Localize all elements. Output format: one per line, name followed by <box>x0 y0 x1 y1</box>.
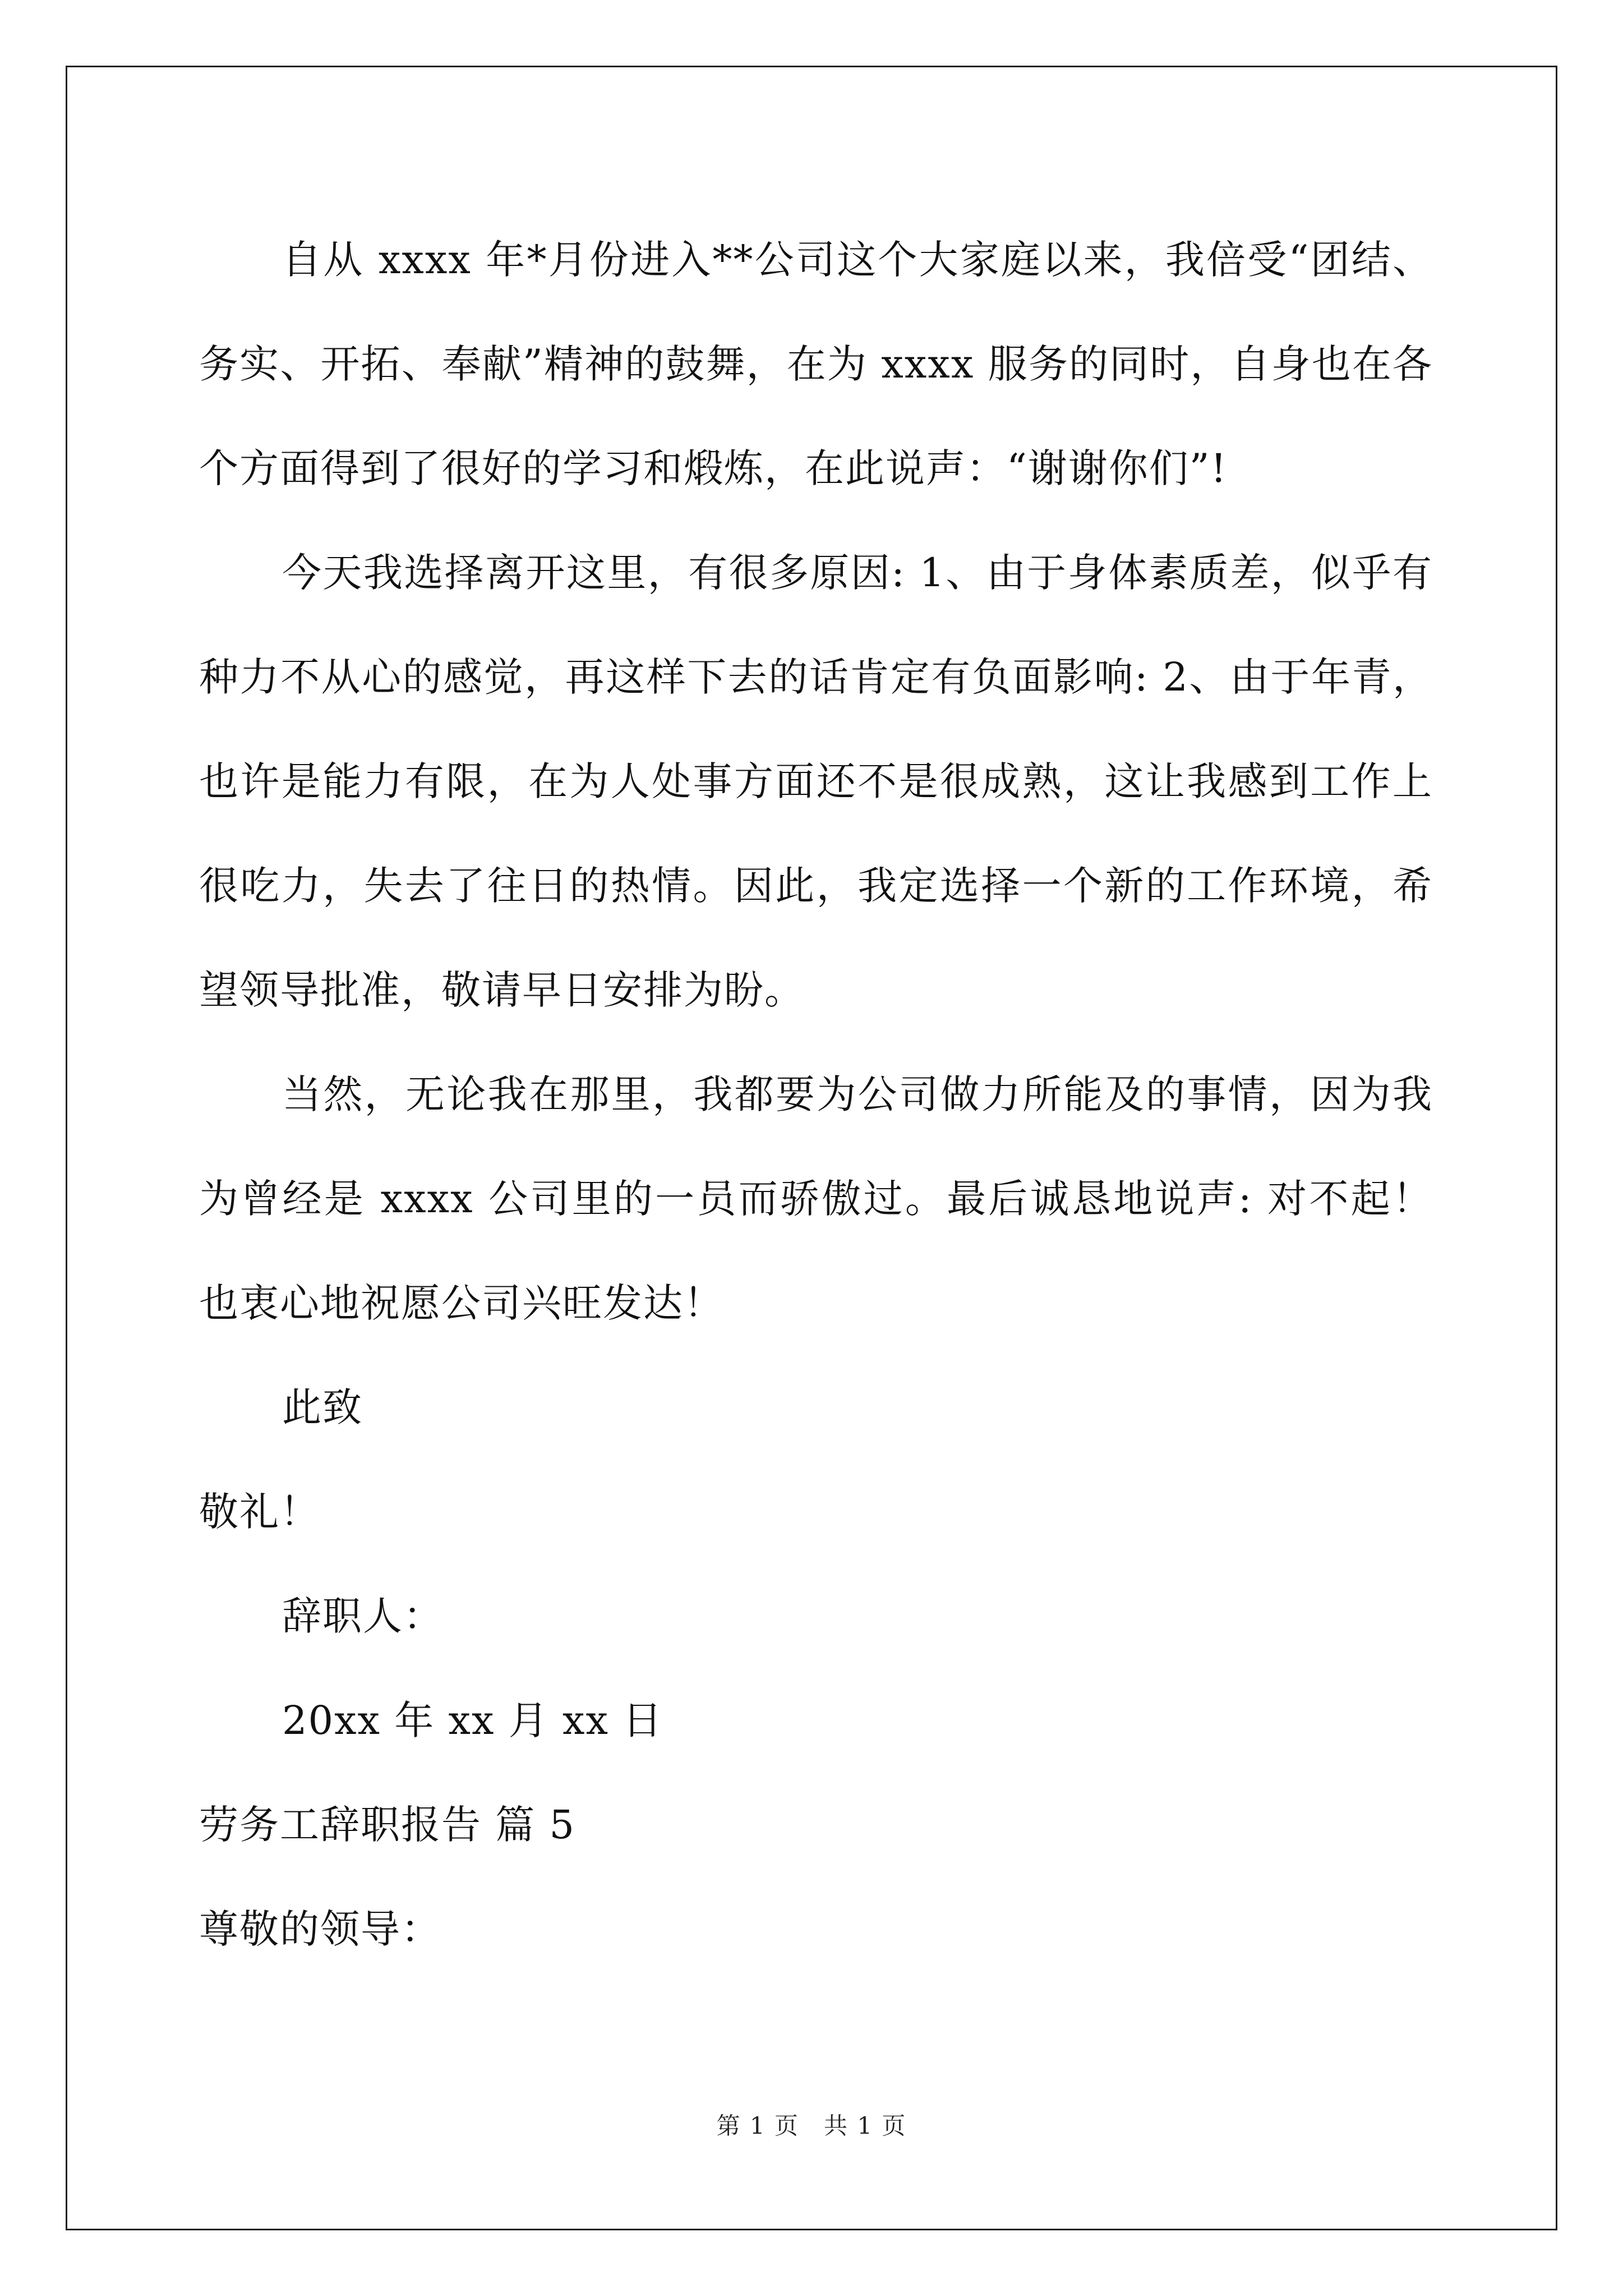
paragraph-closing-wishes: 当然，无论我在那里，我都要为公司做力所能及的事情，因为我为曾经是 xxxx 公司里的一员而骄傲过。最后诚恳地说声: 对不起！也衷心地祝愿公司兴旺发达！ <box>199 1071 1433 1326</box>
salutation-cizhi: 此致 <box>282 1384 363 1430</box>
section-heading: 劳务工辞职报告 篇 5 <box>199 1802 576 1848</box>
signature-resigner: 辞职人： <box>282 1593 444 1639</box>
letter-greeting: 尊敬的领导： <box>199 1906 441 1952</box>
paragraph-reasons: 今天我选择离开这里，有很多原因: 1、由于身体素质差，似乎有种力不从心的感觉，再这样下去的话肯定有负面影响: 2、由于年青，也许是能力有限，在为人处事方面还不是很成熟，这让我感到工作上很吃力，失去了往日的热情。因此，我定选择一个新的工作环境，希望领导批准，敬请早日安排为盼。 <box>199 550 1433 1013</box>
page-number-footer: 第 1 页 共 1 页 <box>716 2112 907 2139</box>
paragraph-gratitude: 自从 xxxx 年*月份进入**公司这个大家庭以来，我倍受“团结、务实、开拓、奉献”精神的鼓舞，在为 xxxx 服务的同时，自身也在各个方面得到了很好的学习和煅炼，在此说声：“谢谢你们”! <box>199 237 1433 491</box>
document-body <box>199 208 1433 1981</box>
salutation-jingli: 敬礼！ <box>199 1489 320 1535</box>
signature-date: 20xx 年 xx 月 xx 日 <box>282 1697 663 1743</box>
